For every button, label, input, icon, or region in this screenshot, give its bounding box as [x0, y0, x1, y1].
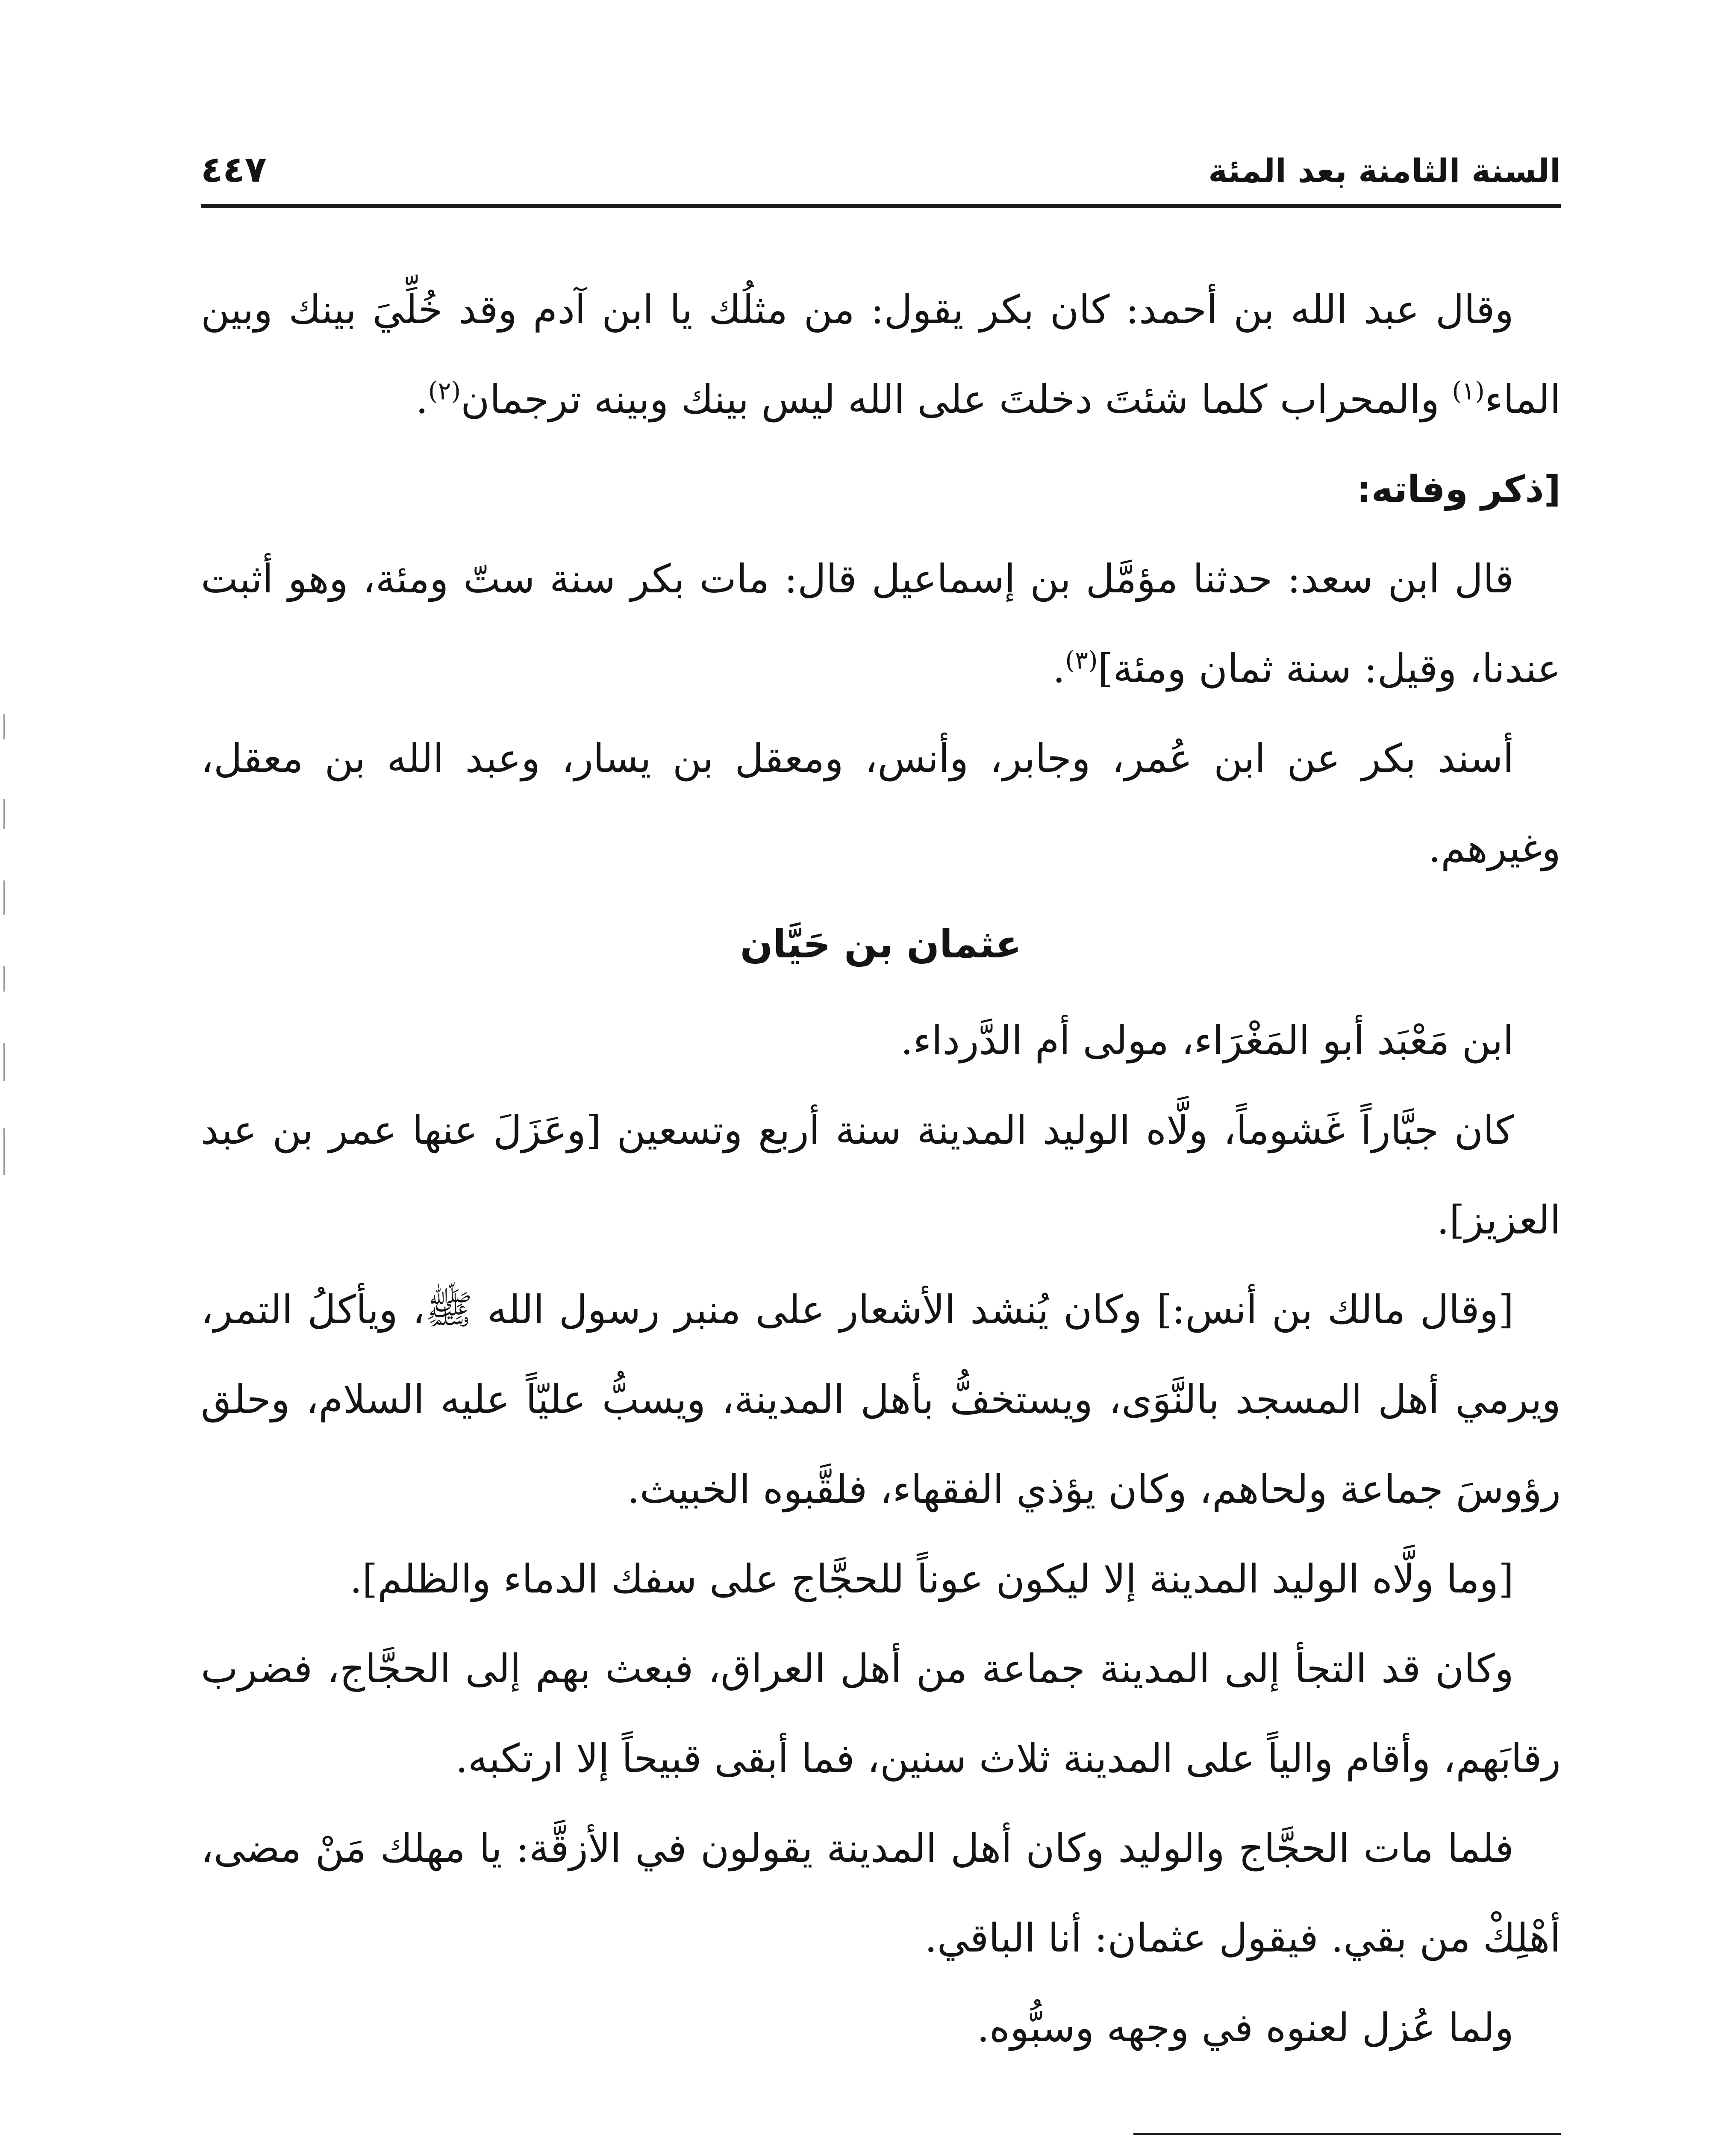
scan-margin-mark: [3, 880, 5, 915]
footnote-ref-1: (١): [1452, 376, 1485, 406]
paragraph-lineage: ابن مَعْبَد أبو المَغْرَاء، مولى أم الدَّرداء.: [900, 1018, 1514, 1063]
footnote-ref-2: (٢): [428, 376, 461, 406]
paragraph-dismissal: ولما عُزل لعنوه في وجهه وسبُّوه.: [977, 2005, 1514, 2051]
paragraph-malik-report: [وقال مالك بن أنس:] وكان يُنشد الأشعار على منبر رسول الله ﷺ، ويأكلُ التمر، ويرمي أهل المسجد بالنَّوَى، ويستخفُّ بأهل المدينة، ويسبُّ عليّاً عليه السلام، وحلق رؤوسَ جماعة ولحاهم، وكان يؤذي الفقهاء، فلقَّبوه الخبيث.: [201, 1287, 1561, 1512]
page-header: [201, 137, 1561, 201]
paragraph-death-date: [201, 534, 1561, 714]
biography-title: عثمان بن حَيَّان: [740, 922, 1022, 967]
header-rule: [201, 204, 1561, 208]
paragraph-iraq-group: وكان قد التجأ إلى المدينة جماعة من أهل العراق، فبعث بهم إلى الحجَّاج، فضرب رقابَهم، وأقام والياً على المدينة ثلاث سنين، فما أبقى قبيحاً إلا ارتكبه.: [201, 1646, 1561, 1781]
paragraph-bakr-quote: [201, 265, 1561, 444]
scan-margin-mark: [3, 966, 5, 992]
paragraph-alleys: فلما مات الحجَّاج والوليد وكان أهل المدينة يقولون في الأزقَّة: يا مهلك مَنْ مضى، أهْلِكْ من بقي. فيقول عثمان: أنا الباقي.: [201, 1825, 1561, 1961]
footnote-rule: [1133, 2133, 1561, 2135]
page-number: ٤٤٧: [201, 148, 267, 190]
scan-margin-mark: [3, 714, 5, 739]
paragraph-purpose: [وما ولَّاه الوليد المدينة إلا ليكون عوناً للحجَّاج على سفك الدماء والظلم].: [350, 1556, 1514, 1602]
paragraph-text: قال ابن سعد: حدثنا مؤمَّل بن إسماعيل قال: مات بكر سنة ستّ ومئة، وهو أثبت عندنا، وقيل: سنة ثمان ومئة]: [201, 556, 1561, 692]
running-title: السنة الثامنة بعد المئة: [1208, 152, 1561, 190]
paragraph-end: .: [1052, 646, 1065, 692]
paragraph-appointment: كان جبَّاراً غَشوماً، ولَّاه الوليد المدينة سنة أربع وتسعين [وعَزَلَ عنها عمر بن عبد العزيز].: [201, 1107, 1561, 1243]
paragraph-narrators: أسند بكر عن ابن عُمر، وجابر، وأنس، ومعقل بن يسار، وعبد الله بن معقل، وغيرهم.: [201, 736, 1561, 871]
scan-margin-mark: [3, 799, 5, 829]
scan-margin-mark: [3, 1043, 5, 1081]
paragraph-text: وقال عبد الله بن أحمد: كان بكر يقول: من مثلُك يا ابن آدم وقد خُلِّيَ بينك وبين الماء: [201, 287, 1561, 422]
section-heading-death: [ذكر وفاته:: [1356, 468, 1561, 511]
main-text: [201, 265, 1561, 2073]
footnote-ref-3: (٣): [1065, 645, 1098, 675]
paragraph-text: والمحراب كلما شئتَ دخلتَ على الله ليس بينك وبينه ترجمان: [461, 377, 1452, 422]
scan-margin-mark: [3, 1128, 5, 1175]
paragraph-end: .: [415, 377, 428, 422]
